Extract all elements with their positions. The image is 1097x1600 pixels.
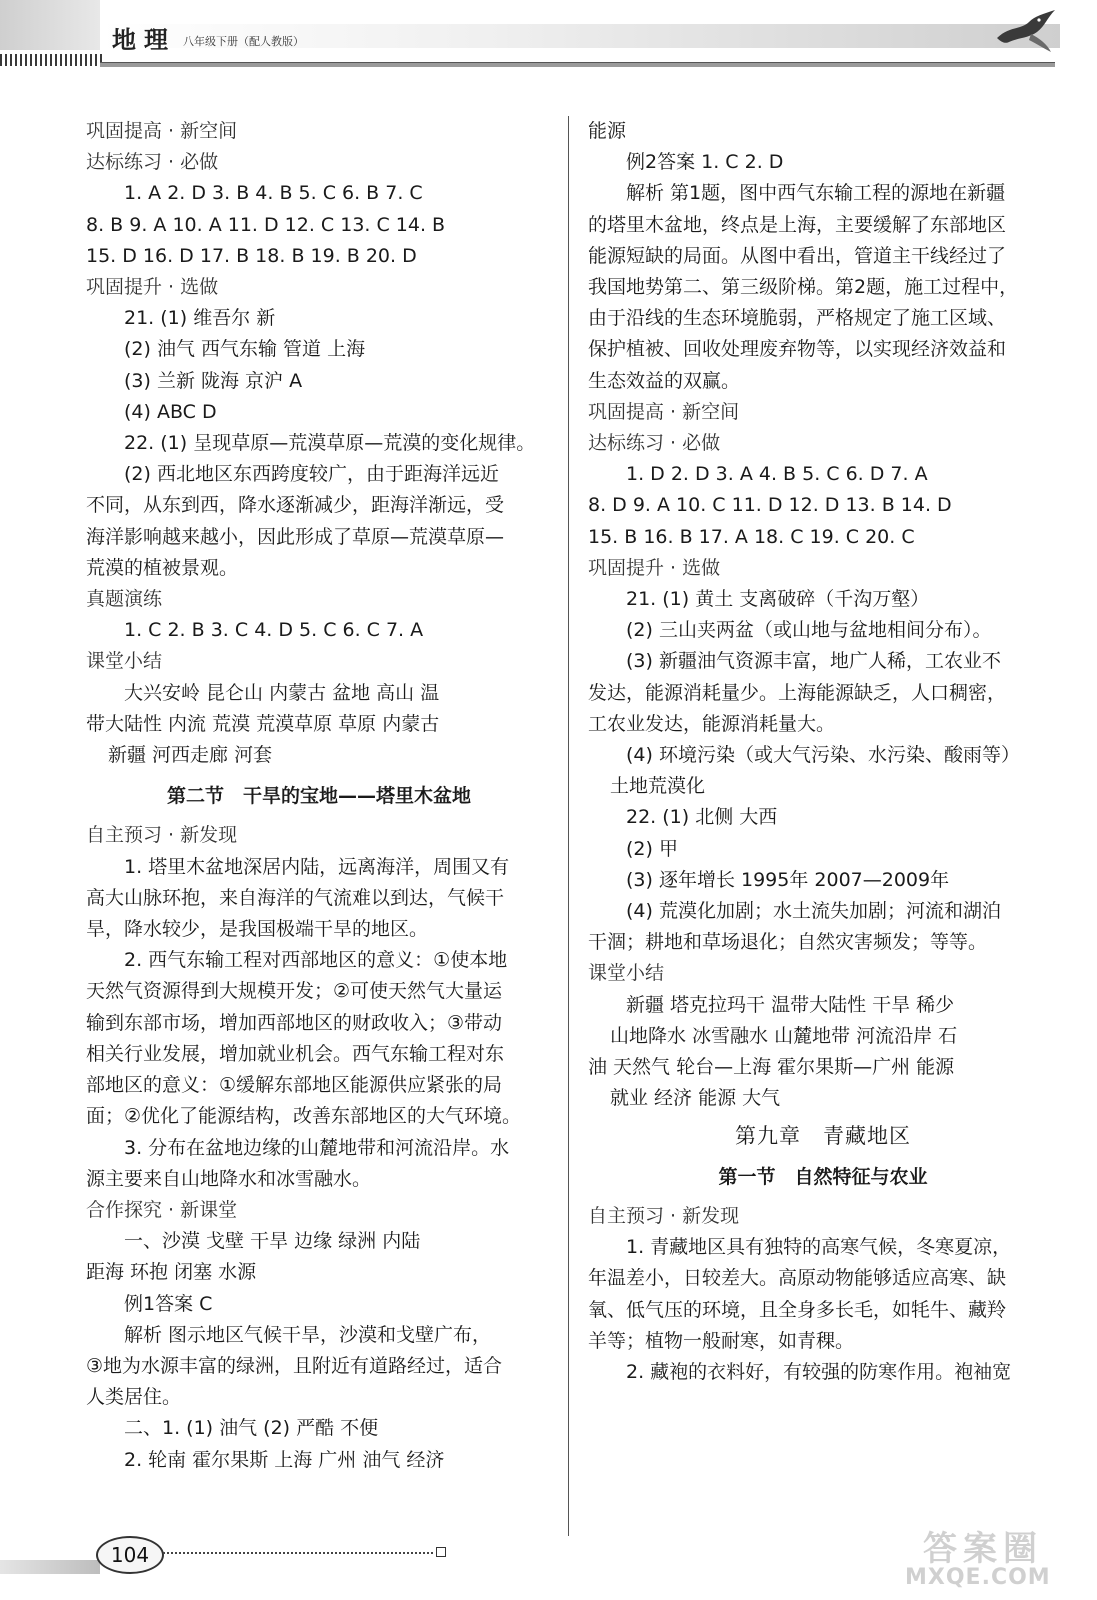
answer-line: 就业 经济 能源 大气: [610, 1087, 781, 1110]
answer-line: 能源短缺的局面。从图中看出，管道主干线经过了: [588, 244, 1007, 267]
page-header: [0, 0, 1097, 80]
answer-line: 高大山脉环抱，来自海洋的气流难以到达，气候干: [86, 886, 505, 909]
header-gray-block: [0, 0, 100, 50]
grade-label: 八年级下册（配人教版）: [183, 35, 304, 48]
answer-line: 生态效益的双赢。: [588, 369, 741, 392]
answer-line: 二、1. (1) 油气 (2) 严酷 不便: [124, 1417, 379, 1440]
answer-line: 新疆 河西走廊 河套: [108, 744, 273, 767]
answer-line: 山地降水 冰雪融水 山麓地带 河流沿岸 石: [610, 1024, 958, 1047]
answer-line: 3. 分布在盆地边缘的山麓地带和河流沿岸。水: [124, 1136, 510, 1159]
right-column: [588, 116, 1058, 1388]
footer-square-icon: [436, 1547, 446, 1557]
answer-line: 的塔里木盆地，终点是上海，主要缓解了东部地区: [588, 213, 1007, 236]
answer-line: 1. C 2. B 3. C 4. D 5. C 6. C 7. A: [124, 619, 424, 642]
watermark-bottom: MXQE.COM: [905, 1565, 1051, 1590]
footer-gray-band: [0, 1560, 100, 1574]
answer-line: 带大陆性 内流 荒漠 荒漠草原 草原 内蒙古: [86, 712, 440, 735]
label-practice: 达标练习 · 必做: [86, 151, 219, 174]
answer-line: 大兴安岭 昆仑山 内蒙古 盆地 高山 温: [124, 681, 440, 704]
header-tick-bar: [0, 54, 103, 66]
answer-line: 旱，降水较少，是我国极端干旱的地区。: [86, 918, 429, 941]
answer-line: 羊等；植物一般耐寒，如青稞。: [588, 1329, 855, 1352]
answer-line: 保护植被、回收处理废弃物等，以实现经济效益和: [588, 338, 1007, 361]
answer-line: 例2答案 1. C 2. D: [626, 151, 784, 174]
label-preview: 自主预习 · 新发现: [588, 1204, 740, 1227]
answer-line: (4) ABC D: [124, 400, 217, 423]
answer-line: 1. 塔里木盆地深居内陆，远离海洋，周围又有: [124, 855, 510, 878]
answer-line: (2) 西北地区东西跨度较广，由于距海洋远近: [124, 463, 499, 486]
label-summary: 课堂小结: [86, 650, 163, 673]
answer-line: 氧、低气压的环境，且全身多长毛，如牦牛、藏羚: [588, 1298, 1007, 1321]
section-title: 第二节 干旱的宝地——塔里木盆地: [166, 785, 471, 808]
chapter-title: 第九章 青藏地区: [735, 1123, 911, 1148]
label-consolidate: 巩固提高 · 新空间: [86, 120, 238, 142]
label-real-exam: 真题演练: [86, 588, 163, 611]
answer-line: 天然气资源得到大规模开发；②可使天然气大量运: [86, 980, 503, 1003]
header-rule: [100, 62, 1055, 67]
answer-line: 2. 轮南 霍尔果斯 上海 广州 油气 经济: [124, 1448, 445, 1471]
label-optional: 巩固提升 · 选做: [588, 556, 721, 579]
answer-line: 8. B 9. A 10. A 11. D 12. C 13. C 14. B: [86, 213, 446, 236]
answer-line: 相关行业发展，增加就业机会。西气东输工程对东: [86, 1042, 505, 1065]
answer-line: 海洋影响越来越小，因此形成了草原—荒漠草原—: [86, 525, 505, 548]
answer-line: 1. 青藏地区具有独特的高寒气候，冬寒夏凉，: [626, 1236, 1012, 1259]
answer-line: 22. (1) 北侧 大西: [626, 806, 778, 829]
answer-line: 2. 藏袍的衣料好，有较强的防寒作用。袍袖宽: [626, 1360, 1012, 1383]
answer-line: 面；②优化了能源结构，改善东部地区的大气环境。: [86, 1105, 522, 1128]
answer-line: 源主要来自山地降水和冰雪融水。: [86, 1167, 372, 1190]
bird-logo-icon: [995, 8, 1057, 56]
footer-dotted-line: [163, 1552, 433, 1554]
label-optional: 巩固提升 · 选做: [86, 276, 219, 299]
answer-line: (2) 三山夹两盆（或山地与盆地相间分布）。: [626, 619, 992, 642]
answer-line: 例1答案 C: [124, 1292, 213, 1315]
answer-line: (4) 环境污染（或大气污染、水污染、酸雨等）: [626, 744, 1020, 767]
answer-line: 部地区的意义：①缓解东部地区能源供应紧张的局: [86, 1074, 503, 1097]
answer-line: 2. 西气东输工程对西部地区的意义：①使本地: [124, 949, 508, 972]
label-summary: 课堂小结: [588, 962, 665, 985]
answer-line: 年温差小，日较差大。高原动物能够适应高寒、缺: [588, 1267, 1007, 1290]
answer-line: 荒漠的植被景观。: [86, 556, 239, 579]
section-title: 第一节 自然特征与农业: [718, 1165, 928, 1188]
watermark-top: 答案圈: [923, 1529, 1043, 1569]
answer-line: (2) 油气 西气东输 管道 上海: [124, 338, 366, 361]
answer-line: 人类居住。: [86, 1386, 182, 1409]
answer-line: 发达，能源消耗量少。上海能源缺乏，人口稠密，: [588, 681, 1007, 704]
answer-line: (2) 甲: [626, 837, 678, 860]
answer-line: 输到东部市场，增加西部地区的财政收入；③带动: [86, 1011, 503, 1034]
answer-line: 能源: [588, 120, 627, 142]
answer-line: (3) 新疆油气资源丰富，地广人稀，工农业不: [626, 650, 1001, 673]
answer-line: 由于沿线的生态环境脆弱，严格规定了施工区域、: [588, 307, 1007, 330]
answer-line: 解析 第1题，图中西气东输工程的源地在新疆: [626, 182, 1006, 205]
answer-line: 15. B 16. B 17. A 18. C 19. C 20. C: [588, 525, 915, 548]
label-practice: 达标练习 · 必做: [588, 432, 721, 455]
left-column: [86, 116, 552, 1476]
answer-line: 8. D 9. A 10. C 11. D 12. D 13. B 14. D: [588, 494, 952, 517]
subject-title: 地理: [112, 25, 176, 54]
watermark: [905, 1529, 1075, 1592]
answer-line: 解析 图示地区气候干旱，沙漠和戈壁广布，: [124, 1323, 492, 1346]
answer-line: (3) 兰新 陇海 京沪 A: [124, 369, 303, 392]
label-cooperate: 合作探究 · 新课堂: [86, 1198, 238, 1221]
answer-line: 我国地势第二、第三级阶梯。第2题，施工过程中，: [588, 276, 1019, 299]
answer-line: 工农业发达，能源消耗量大。: [588, 712, 836, 735]
label-preview: 自主预习 · 新发现: [86, 824, 238, 847]
answer-line: 一、沙漠 戈壁 干旱 边缘 绿洲 内陆: [124, 1230, 421, 1253]
answer-line: 21. (1) 黄土 支离破碎（千沟万壑）: [626, 588, 930, 611]
answer-line: 新疆 塔克拉玛干 温带大陆性 干旱 稀少: [626, 993, 955, 1016]
answer-line: ③地为水源丰富的绿洲，且附近有道路经过，适合: [86, 1354, 503, 1377]
answer-line: 21. (1) 维吾尔 新: [124, 307, 276, 330]
answer-line: 干涸；耕地和草场退化；自然灾害频发；等等。: [588, 931, 988, 954]
page-footer: [0, 1520, 1097, 1600]
answer-line: (3) 逐年增长 1995年 2007—2009年: [626, 868, 950, 891]
label-consolidate: 巩固提高 · 新空间: [588, 400, 740, 423]
answer-line: 22. (1) 呈现草原—荒漠草原—荒漠的变化规律。: [124, 432, 536, 455]
answer-line: 1. D 2. D 3. A 4. B 5. C 6. D 7. A: [626, 463, 928, 486]
answer-line: 油 天然气 轮台—上海 霍尔果斯—广州 能源: [588, 1056, 955, 1079]
answer-line: (4) 荒漠化加剧；水土流失加剧；河流和湖泊: [626, 900, 1001, 923]
answer-line: 土地荒漠化: [610, 775, 706, 798]
column-divider: [568, 116, 569, 1536]
answer-line: 不同，从东到西，降水逐渐减少，距海洋渐远，受: [86, 494, 505, 517]
answer-line: 15. D 16. D 17. B 18. B 19. B 20. D: [86, 244, 417, 267]
answer-line: 1. A 2. D 3. B 4. B 5. C 6. B 7. C: [124, 182, 423, 205]
page-number: 104: [96, 1536, 164, 1574]
answer-line: 距海 环抱 闭塞 水源: [86, 1261, 257, 1284]
